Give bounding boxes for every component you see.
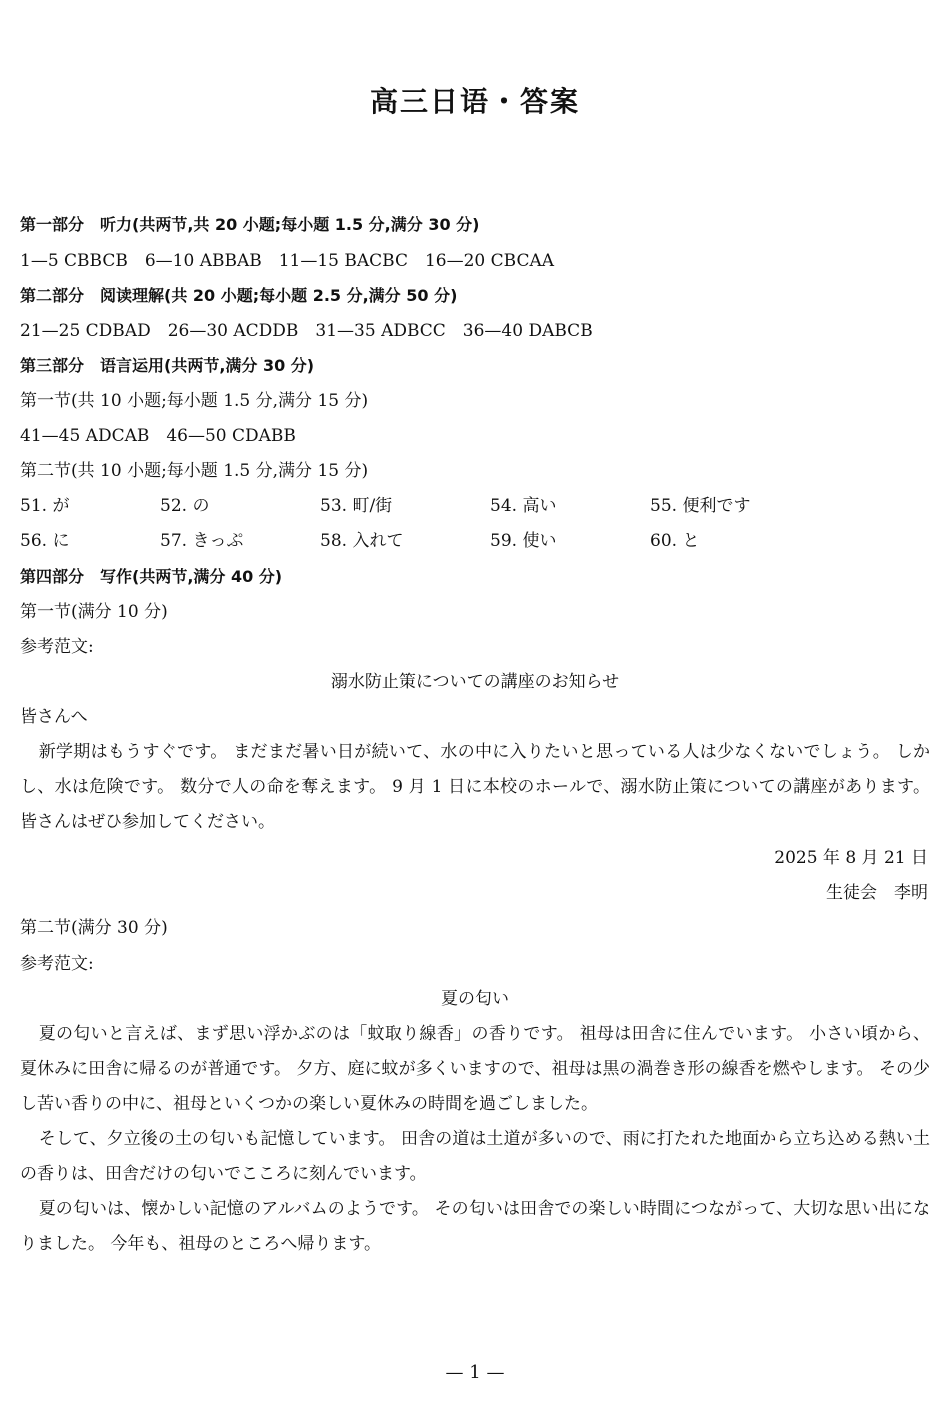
sample-label-1: 参考范文:	[20, 637, 94, 657]
essay1-body: 新学期はもうすぐです。 まだまだ暑い日が続いて、水の中に入りたいと思っている人は少なくないでしょう。 しかし、水は危険です。 数分で人の命を奪えます。 9 月 1 日に本校のホールで、溺水防止策についての講座があります。 皆さんはぜひ参加してください。	[20, 742, 930, 832]
answer-60: 60. と	[650, 531, 700, 551]
answer-57: 57. きっぷ	[160, 531, 244, 551]
essay2-paragraph-2: そして、夕立後の土の匂いも記憶しています。 田舎の道は土道が多いので、雨に打たれた地面から立ち込める熱い土の香りは、田舎だけの匂いでこころに刻んでいます。	[20, 1129, 930, 1184]
answer-58: 58. 入れて	[320, 531, 404, 551]
page-title: 高三日语・答案	[369, 85, 580, 118]
answer-53: 53. 町/街	[320, 496, 393, 516]
answer-59: 59. 使い	[490, 531, 557, 551]
essay1-date: 2025 年 8 月 21 日	[774, 848, 928, 868]
sample-label-2: 参考范文:	[20, 954, 94, 974]
essay1-title: 溺水防止策についての講座のお知らせ	[330, 672, 620, 692]
essay2-paragraph-3: 夏の匂いは、懐かしい記憶のアルバムのようです。 その匂いは田舎での楽しい時間につながって、大切な思い出になりました。 今年も、祖母のところへ帰ります。	[20, 1199, 930, 1254]
essay2-title: 夏の匂い	[441, 989, 509, 1009]
part4-section2-heading: 第二节(满分 30 分)	[20, 918, 168, 938]
part4-section1-heading: 第一节(满分 10 分)	[20, 602, 168, 622]
answer-55: 55. 便利です	[650, 496, 751, 516]
answer-54: 54. 高い	[490, 496, 557, 516]
essay2-paragraph-1: 夏の匂いと言えば、まず思い浮かぶのは「蚊取り線香」の香りです。 祖母は田舎に住んでいます。 小さい頃から、夏休みに田舎に帰るのが普通です。 夕方、庭に蚊が多くいますので、祖母は黒の渦巻き形の線香を燃やします。 その少し苦い香りの中に、祖母といくつかの楽しい夏休みの時間を過ごしました。	[20, 1024, 930, 1114]
part3-section2-heading: 第二节(共 10 小题;每小题 1.5 分,满分 15 分)	[20, 461, 369, 481]
essay1-greeting: 皆さんへ	[20, 707, 88, 727]
answer-52: 52. の	[160, 496, 210, 516]
essay1-signature: 生徒会 李明	[826, 883, 928, 903]
part1-heading: 第一部分 听力(共两节,共 20 小题;每小题 1.5 分,满分 30 分)	[20, 215, 480, 234]
answer-56: 56. に	[20, 531, 70, 551]
part4-heading: 第四部分 写作(共两节,满分 40 分)	[20, 567, 283, 586]
answer-51: 51. が	[20, 496, 70, 516]
page-number: — 1 —	[445, 1362, 505, 1383]
part3-heading: 第三部分 语言运用(共两节,满分 30 分)	[20, 356, 315, 375]
part3-section1-heading: 第一节(共 10 小题;每小题 1.5 分,满分 15 分)	[20, 391, 369, 411]
part2-answers: 21—25 CDBAD 26—30 ACDDB 31—35 ADBCC 36—40 DABCB	[20, 321, 593, 341]
part3-section1-answers: 41—45 ADCAB 46—50 CDABB	[20, 426, 296, 446]
part1-answers: 1—5 CBBCB 6—10 ABBAB 11—15 BACBC 16—20 CBCAA	[20, 251, 555, 271]
part2-heading: 第二部分 阅读理解(共 20 小题;每小题 2.5 分,满分 50 分)	[20, 286, 458, 305]
